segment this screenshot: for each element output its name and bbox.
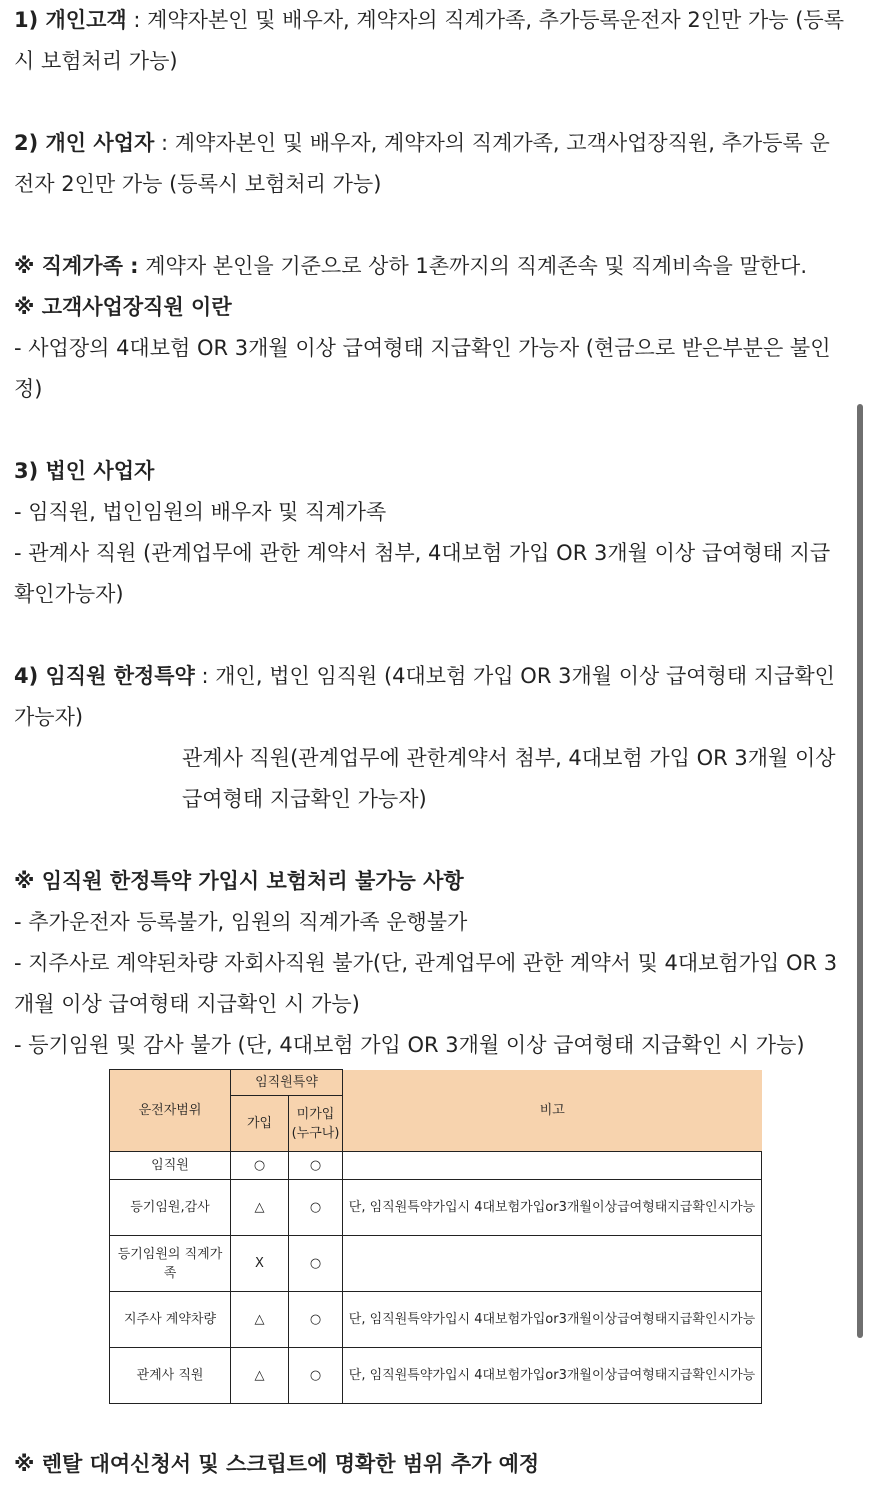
scrollbar[interactable] [857, 404, 863, 1338]
cell-range: 지주사 계약차량 [110, 1292, 231, 1348]
section-4-text: : 개인, 법인 임직원 (4대보험 가입 OR 3개월 이상 급여형태 지급확인 가능자) [14, 664, 835, 729]
table-row [110, 1180, 762, 1236]
section-2 [14, 123, 850, 205]
note-family-text: 계약자 본인을 기준으로 상하 1촌까지의 직계존속 및 직계비속을 말한다. [138, 254, 807, 278]
note-family [14, 246, 850, 287]
section-3-line-1: - 임직원, 법인임원의 배우자 및 직계가족 [14, 500, 387, 524]
header-range: 운전자범위 [110, 1070, 231, 1152]
footer-note: ※ 렌탈 대여신청서 및 스크립트에 명확한 범위 추가 예정 [14, 1452, 540, 1476]
section-4 [14, 656, 850, 738]
section-2-text: : 계약자본인 및 배우자, 계약자의 직계가족, 고객사업장직원, 추가등록 운전자 2인만 가능 (등록시 보험처리 가능) [14, 131, 830, 196]
header-group: 임직원특약 [231, 1070, 343, 1096]
table-row [110, 1348, 762, 1404]
driver-range-table [109, 1069, 762, 1404]
table-row [110, 1152, 762, 1180]
cell-note: 단, 임직원특약가입시 4대보험가입or3개월이상급여형태지급확인시가능 [343, 1292, 762, 1348]
section-4-text-2: 관계사 직원(관계업무에 관한계약서 첨부, 4대보험 가입 OR 3개월 이상 급여형태 지급확인 가능자) [182, 746, 836, 811]
cell-note [343, 1152, 762, 1180]
cell-range: 등기임원,감사 [110, 1180, 231, 1236]
cell-nonjoin: ○ [289, 1348, 343, 1404]
note-employee-line: - 사업장의 4대보험 OR 3개월 이상 급여형태 지급확인 가능자 (현금으로 받은부분은 불인정) [14, 336, 831, 401]
cell-join: ○ [231, 1152, 289, 1180]
section-4-title: 4) 임직원 한정특약 [14, 664, 195, 688]
note-employee-title: ※ 고객사업장직원 이란 [14, 295, 232, 319]
section-1-text: : 계약자본인 및 배우자, 계약자의 직계가족, 추가등록운전자 2인만 가능 (등록시 보험처리 가능) [14, 8, 844, 73]
table-row [110, 1236, 762, 1292]
note-restriction-line-1: - 추가운전자 등록불가, 임원의 직계가족 운행불가 [14, 910, 468, 934]
cell-join: △ [231, 1292, 289, 1348]
cell-nonjoin: ○ [289, 1152, 343, 1180]
header-join: 가입 [231, 1096, 289, 1152]
cell-range: 임직원 [110, 1152, 231, 1180]
cell-join: △ [231, 1348, 289, 1404]
section-1 [14, 0, 850, 82]
cell-range: 관계사 직원 [110, 1348, 231, 1404]
cell-range: 등기임원의 직계가족 [110, 1236, 231, 1292]
cell-nonjoin: ○ [289, 1180, 343, 1236]
cell-join: X [231, 1236, 289, 1292]
cell-nonjoin: ○ [289, 1236, 343, 1292]
header-nonjoin: 미가입 (누구나) [289, 1096, 343, 1152]
cell-note [343, 1236, 762, 1292]
cell-note: 단, 임직원특약가입시 4대보험가입or3개월이상급여형태지급확인시가능 [343, 1180, 762, 1236]
note-restriction-line-2: - 지주사로 계약된차량 자회사직원 불가(단, 관계업무에 관한 계약서 및 4대보험가입 OR 3개월 이상 급여형태 지급확인 시 가능) [14, 951, 838, 1016]
document-body [14, 0, 850, 1066]
section-1-title: 1) 개인고객 [14, 8, 127, 32]
section-3-line-2: - 관계사 직원 (관계업무에 관한 계약서 첨부, 4대보험 가입 OR 3개월 이상 급여형태 지급확인가능자) [14, 541, 831, 606]
table-row [110, 1292, 762, 1348]
cell-join: △ [231, 1180, 289, 1236]
section-3-title: 3) 법인 사업자 [14, 459, 155, 483]
section-2-title: 2) 개인 사업자 [14, 131, 155, 155]
cell-nonjoin: ○ [289, 1292, 343, 1348]
note-restriction-line-3: - 등기임원 및 감사 불가 (단, 4대보험 가입 OR 3개월 이상 급여형태 지급확인 시 가능) [14, 1033, 805, 1057]
cell-note: 단, 임직원특약가입시 4대보험가입or3개월이상급여형태지급확인시가능 [343, 1348, 762, 1404]
note-restriction-title: ※ 임직원 한정특약 가입시 보험처리 불가능 사항 [14, 869, 464, 893]
table-header-row [110, 1070, 762, 1096]
header-note: 비고 [343, 1070, 762, 1152]
note-family-title: ※ 직계가족 : [14, 254, 139, 278]
